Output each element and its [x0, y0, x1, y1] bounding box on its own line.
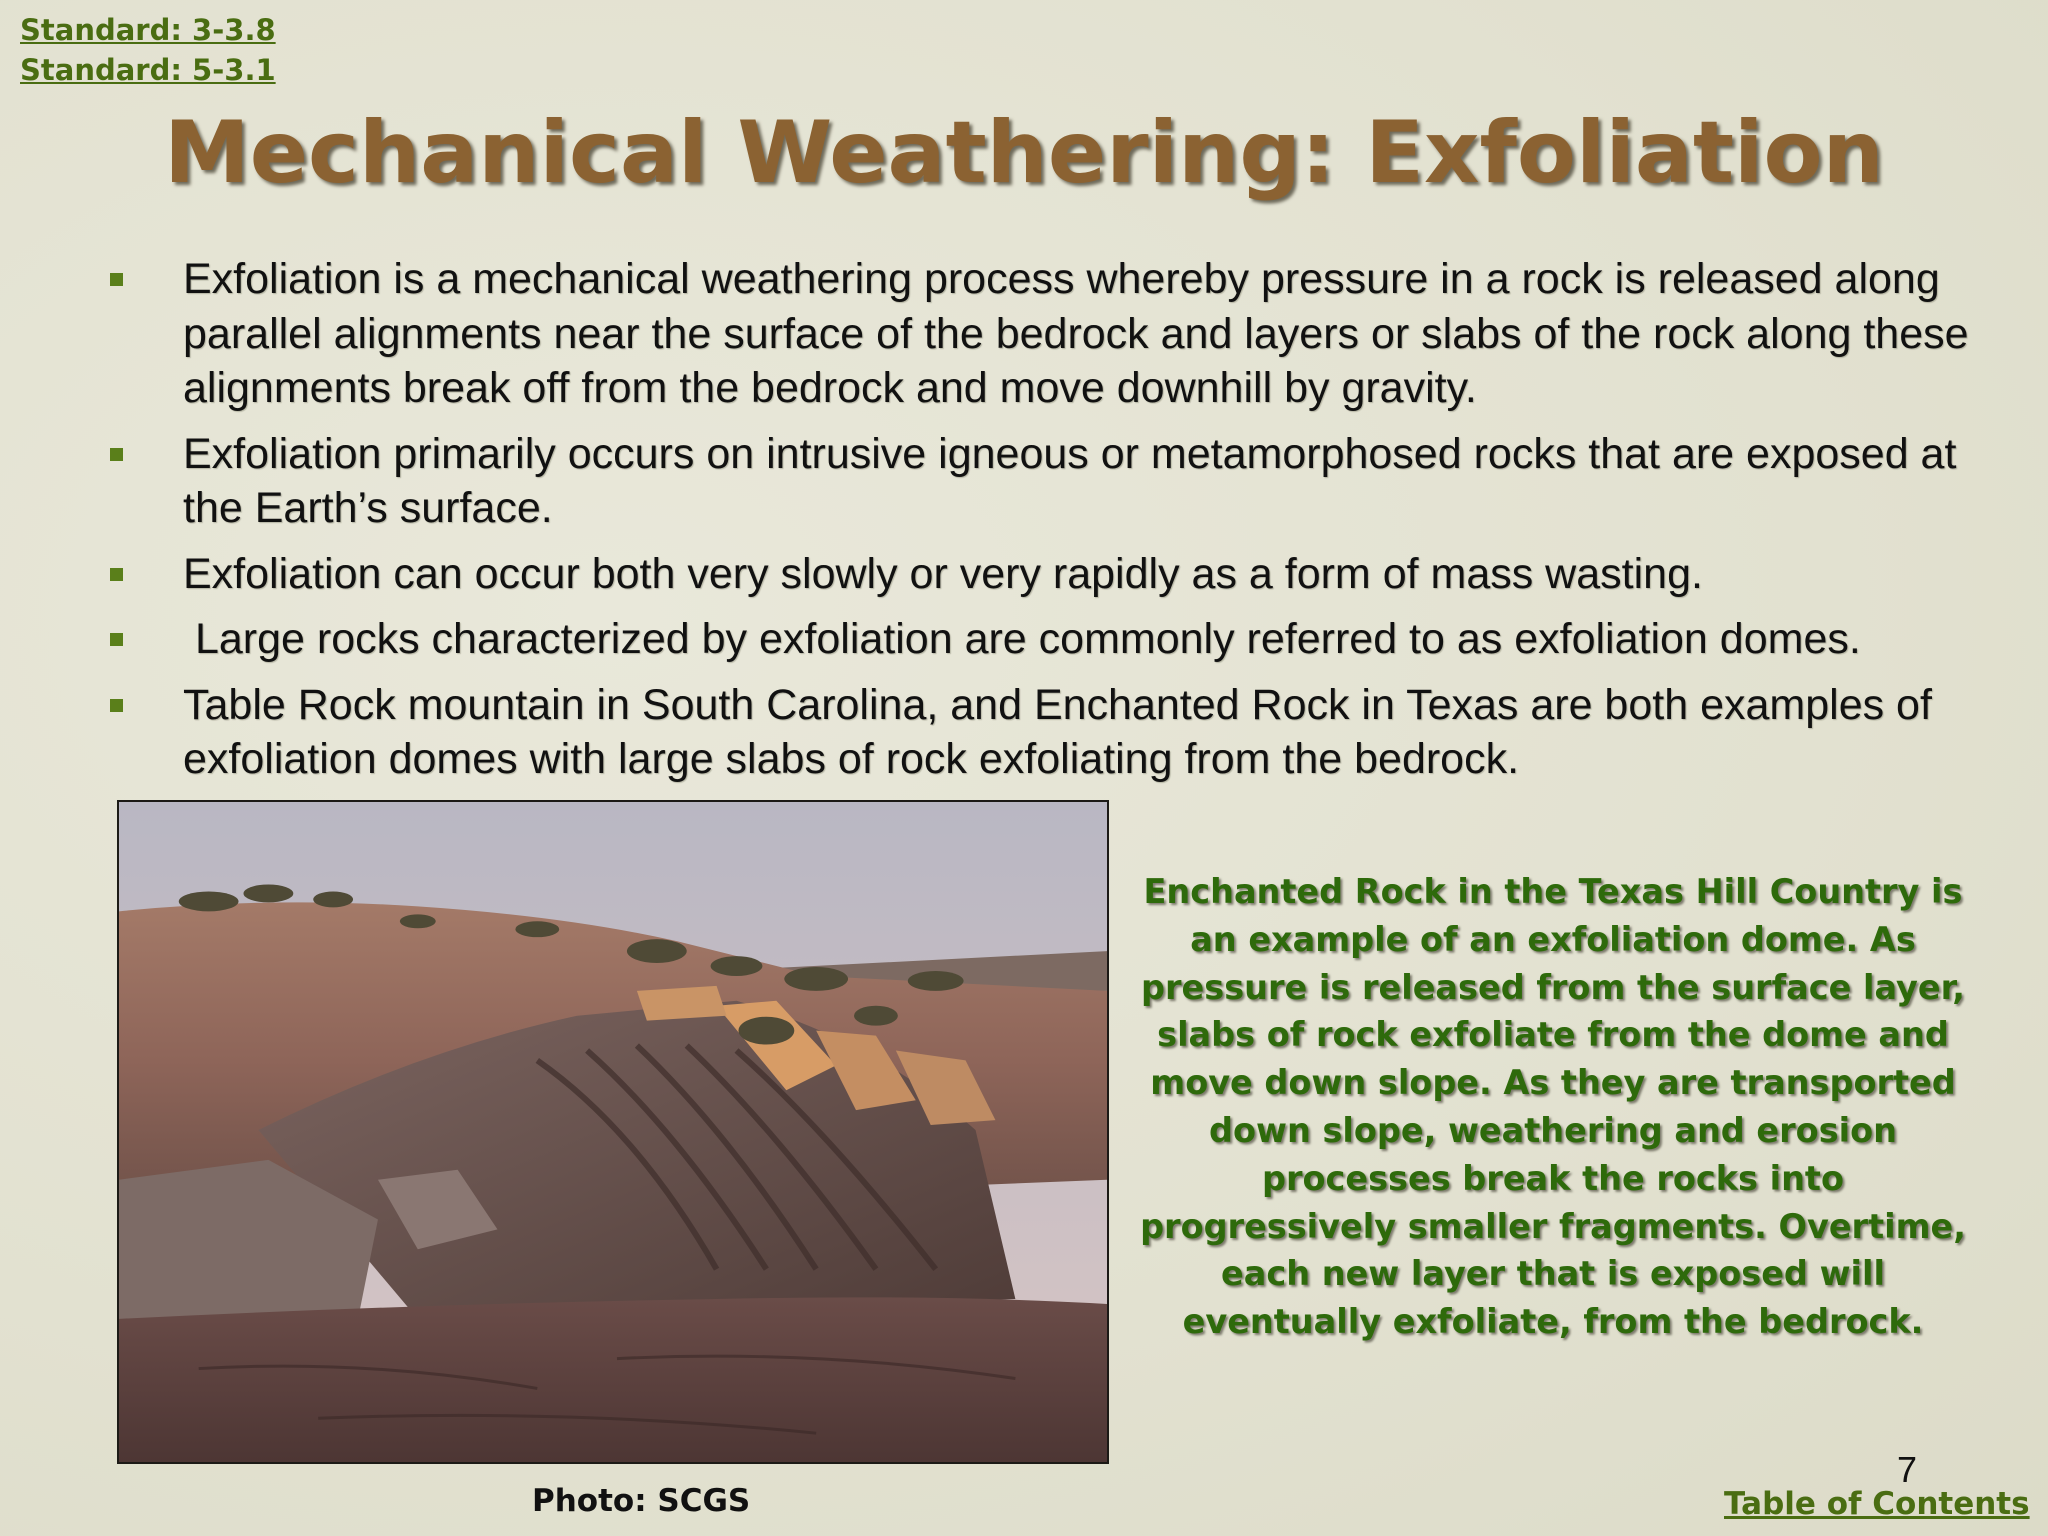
bullet-text: Exfoliation can occur both very slowly or very rapidly as a form of mass wasting. [183, 549, 1703, 598]
slide-title: Mechanical Weathering: Exfoliation [164, 103, 1884, 203]
bullet-text: Exfoliation primarily occurs on intrusive igneous or metamorphosed rocks that are exposed at the Earth’s surface. [183, 429, 1957, 532]
standard-link-2[interactable]: Standard: 5-3.1 [20, 53, 276, 87]
bullet-item [110, 427, 2010, 536]
enchanted-rock-photo [117, 800, 1109, 1464]
bullet-item [110, 252, 2010, 416]
bullet-item [110, 547, 2010, 602]
rock-photo-illustration [119, 802, 1107, 1462]
standard-link-1[interactable]: Standard: 3-3.8 [20, 13, 276, 47]
bullet-list [110, 252, 2010, 798]
bullet-item [110, 678, 2010, 787]
photo-caption: Enchanted Rock in the Texas Hill Country is an example of an exfoliation dome. As pressure is released from the surface layer, slabs of rock exfoliate from the dome and move down slope. As they are transported down slope, weathering and erosion processes break the rocks into progressively smaller fragments. Overtime, each new layer that is exposed will eventually exfoliate, from the bedrock. [1140, 872, 1966, 1342]
square-bullet-icon [110, 448, 123, 461]
table-of-contents-link[interactable]: Table of Contents [1724, 1486, 2030, 1522]
page-number: 7 [1897, 1449, 1918, 1490]
bullet-text: Exfoliation is a mechanical weathering process whereby pressure in a rock is released along parallel alignments near the surface of the bedrock and layers or slabs of the rock along these alignments break off from the bedrock and move downhill by gravity. [183, 255, 1969, 412]
square-bullet-icon [110, 273, 123, 286]
square-bullet-icon [110, 568, 123, 581]
square-bullet-icon [110, 699, 123, 712]
photo-credit: Photo: SCGS [532, 1483, 751, 1519]
square-bullet-icon [110, 633, 123, 646]
bullet-text: Table Rock mountain in South Carolina, and Enchanted Rock in Texas are both examples of exfoliation domes with large slabs of rock exfoliating from the bedrock. [183, 680, 1932, 783]
bullet-item [110, 612, 2010, 667]
bullet-text: Large rocks characterized by exfoliation are commonly referred to as exfoliation domes. [183, 615, 1861, 663]
